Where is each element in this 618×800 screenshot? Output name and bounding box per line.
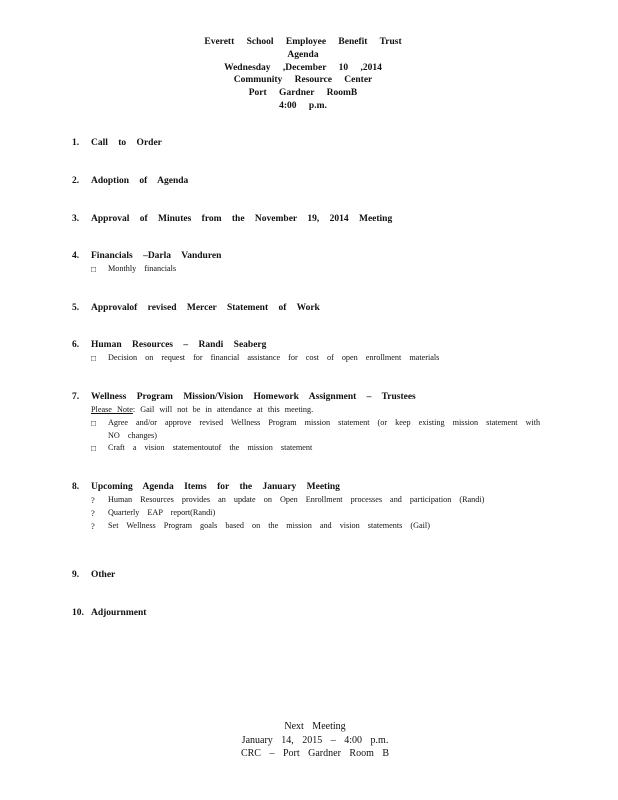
question-bullet-icon: ? <box>91 495 95 505</box>
attendance-note <box>91 404 552 417</box>
sub-item: ? Set Wellness Program goals based on the mission and vision statements (Gail) <box>91 520 430 531</box>
meeting-time: 4:00 p.m. <box>279 100 327 111</box>
item-number: 2. <box>72 176 80 186</box>
item-title: Upcoming Agenda Items for the January Meeting <box>91 482 340 492</box>
question-bullet-icon: ? <box>91 520 95 531</box>
item-number: 10. <box>72 608 84 618</box>
item-number: 8. <box>72 482 80 492</box>
item-title: Financials –Darla Vanduren <box>91 251 222 261</box>
item-title: Wellness Program Mission/Vision Homework Assignment – Trustees <box>91 392 416 402</box>
agenda-header <box>0 36 606 113</box>
sub-item: ? Human Resources provides an update on Open Enrollment processes and participation (Randi) <box>91 495 485 505</box>
organization-title: Everett School Employee Benefit Trust <box>204 37 402 47</box>
meeting-date: Wednesday ,December 10 ,2014 <box>224 62 382 73</box>
item-title: Human Resources – Randi Seaberg <box>91 340 267 350</box>
next-meeting-label: Next Meeting <box>284 721 346 732</box>
sub-item: □ Craft a vision statementoutof the mission statement <box>91 443 313 454</box>
square-bullet-icon: □ <box>91 264 97 274</box>
sub-item: ? Quarterly EAP report(Randi) <box>91 507 216 518</box>
item-title: Adoption of Agenda <box>91 176 189 186</box>
item-title: Approvalof revised Mercer Statement of Work <box>91 303 320 313</box>
item-title: Other <box>91 570 116 580</box>
agenda-item-8 <box>72 481 552 532</box>
item-number: 9. <box>72 570 80 580</box>
meeting-room: Port Gardner RoomB <box>248 88 358 99</box>
note-label: Please Note <box>91 405 133 414</box>
agenda-item-6 <box>72 339 552 365</box>
agenda-item-7 <box>72 391 552 455</box>
next-meeting-footer <box>0 720 618 761</box>
agenda-item-10 <box>72 607 552 620</box>
meeting-location: Community Resource Center <box>233 75 373 86</box>
square-bullet-icon: □ <box>91 417 97 428</box>
sub-item: □ Monthly financials <box>91 264 177 274</box>
note-text: : Gail will not be in attendance at this meeting. <box>132 405 314 414</box>
agenda-item-2 <box>72 175 552 188</box>
document-title: Agenda <box>287 49 319 60</box>
item-title: Approval of Minutes from the November 19, 2014 Meeting <box>91 214 393 224</box>
item-number: 3. <box>72 214 80 224</box>
item-title: Call to Order <box>91 138 162 148</box>
agenda-item-1 <box>72 137 552 150</box>
agenda-item-4 <box>72 250 552 276</box>
sub-item: □ Agree and/or approve revised Wellness Program mission statement (or keep existing mission statement with NO changes) <box>91 417 541 440</box>
item-number: 7. <box>72 392 80 402</box>
next-meeting-location: CRC – Port Gardner Room B <box>240 748 390 760</box>
item-number: 5. <box>72 303 80 313</box>
agenda-item-5 <box>72 302 552 315</box>
item-title: Adjournment <box>91 608 147 618</box>
next-meeting-date: January 14, 2015 – 4:00 p.m. <box>241 734 389 746</box>
item-number: 6. <box>72 340 80 350</box>
sub-item: □ Decision on request for financial assistance for cost of open enrollment materials <box>91 353 440 363</box>
square-bullet-icon: □ <box>91 443 97 454</box>
agenda-item-9 <box>72 569 552 582</box>
agenda-item-3 <box>72 213 552 226</box>
item-number: 4. <box>72 251 80 261</box>
item-number: 1. <box>72 138 80 148</box>
question-bullet-icon: ? <box>91 507 95 518</box>
square-bullet-icon: □ <box>91 353 97 363</box>
